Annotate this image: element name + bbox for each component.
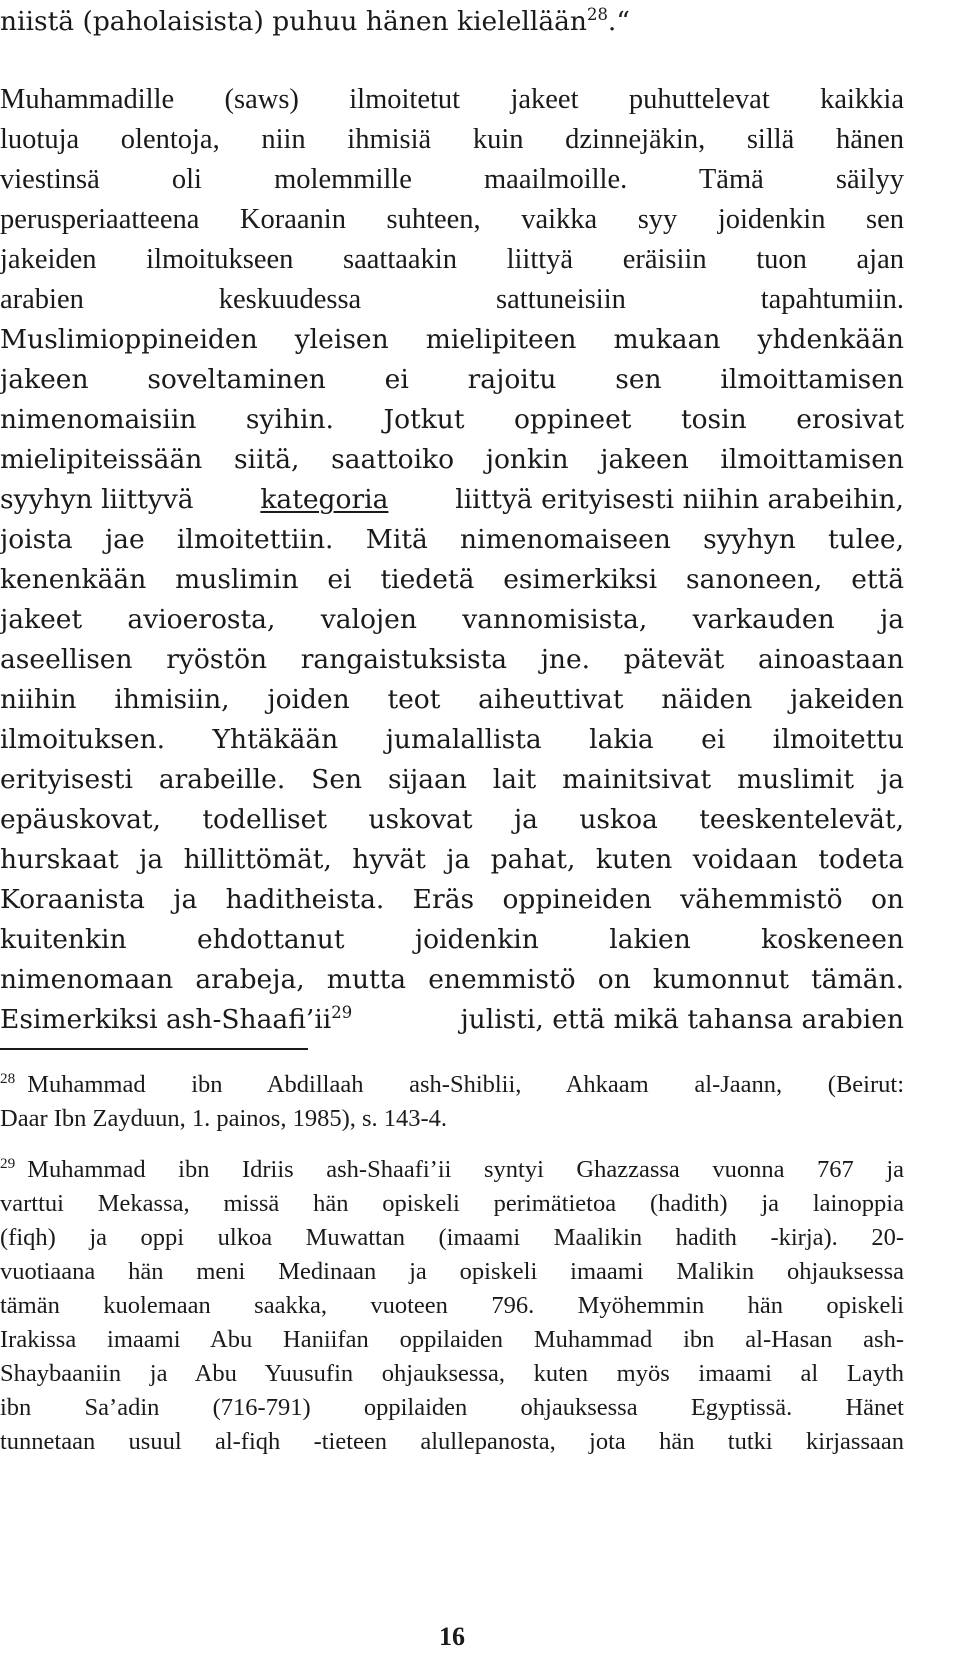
paragraph-line: aseellisen ryöstön rangaistuksista jne. pätevät ainoastaan [0, 644, 904, 675]
paragraph-line-with-link: syyhyn liittyvä kategoria liittyä erityisesti niihin arabeihin, [0, 480, 904, 520]
footnote-29-line: $^{29}$ Muhammad ibn Idriis ash-Shaafi’ii syntyi Ghazzassa vuonna 767 ja [0, 1154, 904, 1183]
footnote-ref-28[interactable]: 28 [587, 5, 608, 25]
kategoria-link[interactable]: kategoria [260, 484, 389, 515]
footnote-29-line: (fiqh) ja oppi ulkoa Muwattan (imaami Maalikin hadith -kirja). 20- [0, 1224, 904, 1251]
paragraph-line: viestinsä oli molemmille maailmoille. Tämä säilyy [0, 164, 904, 195]
paragraph-line: Koraanista ja haditheista. Eräs oppineiden vähemmistö on [0, 884, 904, 915]
paragraph-line: jakeen soveltaminen ei rajoitu sen ilmoittamisen [0, 364, 904, 395]
footnote-29-line: Irakissa imaami Abu Haniifan oppilaiden Muhammad ibn al-Hasan ash- [0, 1326, 904, 1353]
footnote-29-line: Shaybaaniin ja Abu Yuusufin ohjauksessa, kuten myös imaami al Layth [0, 1360, 904, 1387]
footnote-ref-29[interactable]: 29 [331, 1003, 353, 1023]
footnote-28-line: $^{28}$ Muhammad ibn Abdillaah ash-Shiblii, Ahkaam al-Jaann, (Beirut: [0, 1069, 904, 1098]
paragraph-line: nimenomaan arabeja, mutta enemmistö on kumonnut tämän. [0, 964, 904, 995]
paragraph-line: Muslimioppineiden yleisen mielipiteen mukaan yhdenkään [0, 324, 904, 355]
footnote-number: 29 [0, 1154, 16, 1172]
continuation-line: niistä (paholaisista) puhuu hänen kielellään$^{28}$.“ [0, 5, 630, 37]
footnote-number: 28 [0, 1069, 16, 1087]
footnote-28-line: Daar Ibn Zayduun, 1. painos, 1985), s. 143-4. [0, 1105, 448, 1132]
paragraph-line: hurskaat ja hillittömät, hyvät ja pahat, kuten voidaan todeta [0, 844, 904, 875]
paragraph-line: mielipiteissään siitä, saattoiko jonkin jakeen ilmoittamisen [0, 444, 904, 475]
footnote-29-line: tämän kuolemaan saakka, vuoteen 796. Myöhemmin hän opiskeli [0, 1292, 904, 1319]
paragraph-line: jakeiden ilmoitukseen saattaakin liittyä eräisiin tuon ajan [0, 244, 904, 275]
paragraph-line: arabien keskuudessa sattuneisiin tapahtumiin. [0, 284, 904, 315]
paragraph-line-with-ref: Esimerkiksi ash-$Shaafi’ii^{29}$ julisti, että mikä tahansa arabien [0, 1003, 904, 1035]
footnote-29-line: ibn Sa’adin (716-791) oppilaiden ohjauksessa Egyptissä. Hänet [0, 1394, 904, 1421]
paragraph-line: perusperiaatteena Koraanin suhteen, vaikka syy joidenkin sen [0, 204, 904, 235]
paragraph-line: erityisesti arabeille. Sen sijaan lait mainitsivat muslimit ja [0, 764, 904, 795]
paragraph-line: ilmoituksen. Yhtäkään jumalallista lakia ei ilmoitettu [0, 724, 904, 755]
footnote-29-line: vuotiaana hän meni Medinaan ja opiskeli imaami Malikin ohjauksessa [0, 1258, 904, 1285]
paragraph-line: kuitenkin ehdottanut joidenkin lakien koskeneen [0, 924, 904, 955]
paragraph-line: niihin ihmisiin, joiden teot aiheuttivat näiden jakeiden [0, 684, 904, 715]
page-number: 16 [439, 1622, 465, 1651]
paragraph-line: kenenkään muslimin ei tiedetä esimerkiksi sanoneen, että [0, 564, 904, 595]
paragraph-line: Muhammadille (saws) ilmoitetut jakeet puhuttelevat kaikkia [0, 84, 904, 115]
footnote-29-line: varttui Mekassa, missä hän opiskeli perimätietoa (hadith) ja lainoppia [0, 1190, 904, 1217]
footnote-29-line: tunnetaan usuul al-fiqh -tieteen alullepanosta, jota hän tutki kirjassaan [0, 1428, 904, 1455]
paragraph-line: jakeet avioerosta, valojen vannomisista, varkauden ja [0, 604, 904, 635]
paragraph-line: epäuskovat, todelliset uskovat ja uskoa teeskentelevät, [0, 804, 904, 835]
paragraph-line: nimenomaisiin syihin. Jotkut oppineet tosin erosivat [0, 404, 904, 435]
paragraph-line: joista jae ilmoitettiin. Mitä nimenomaiseen syyhyn tulee, [0, 524, 904, 555]
footnote-separator [0, 1048, 308, 1050]
paragraph-line: luotuja olentoja, niin ihmisiä kuin dzinnejäkin, sillä hänen [0, 124, 904, 155]
